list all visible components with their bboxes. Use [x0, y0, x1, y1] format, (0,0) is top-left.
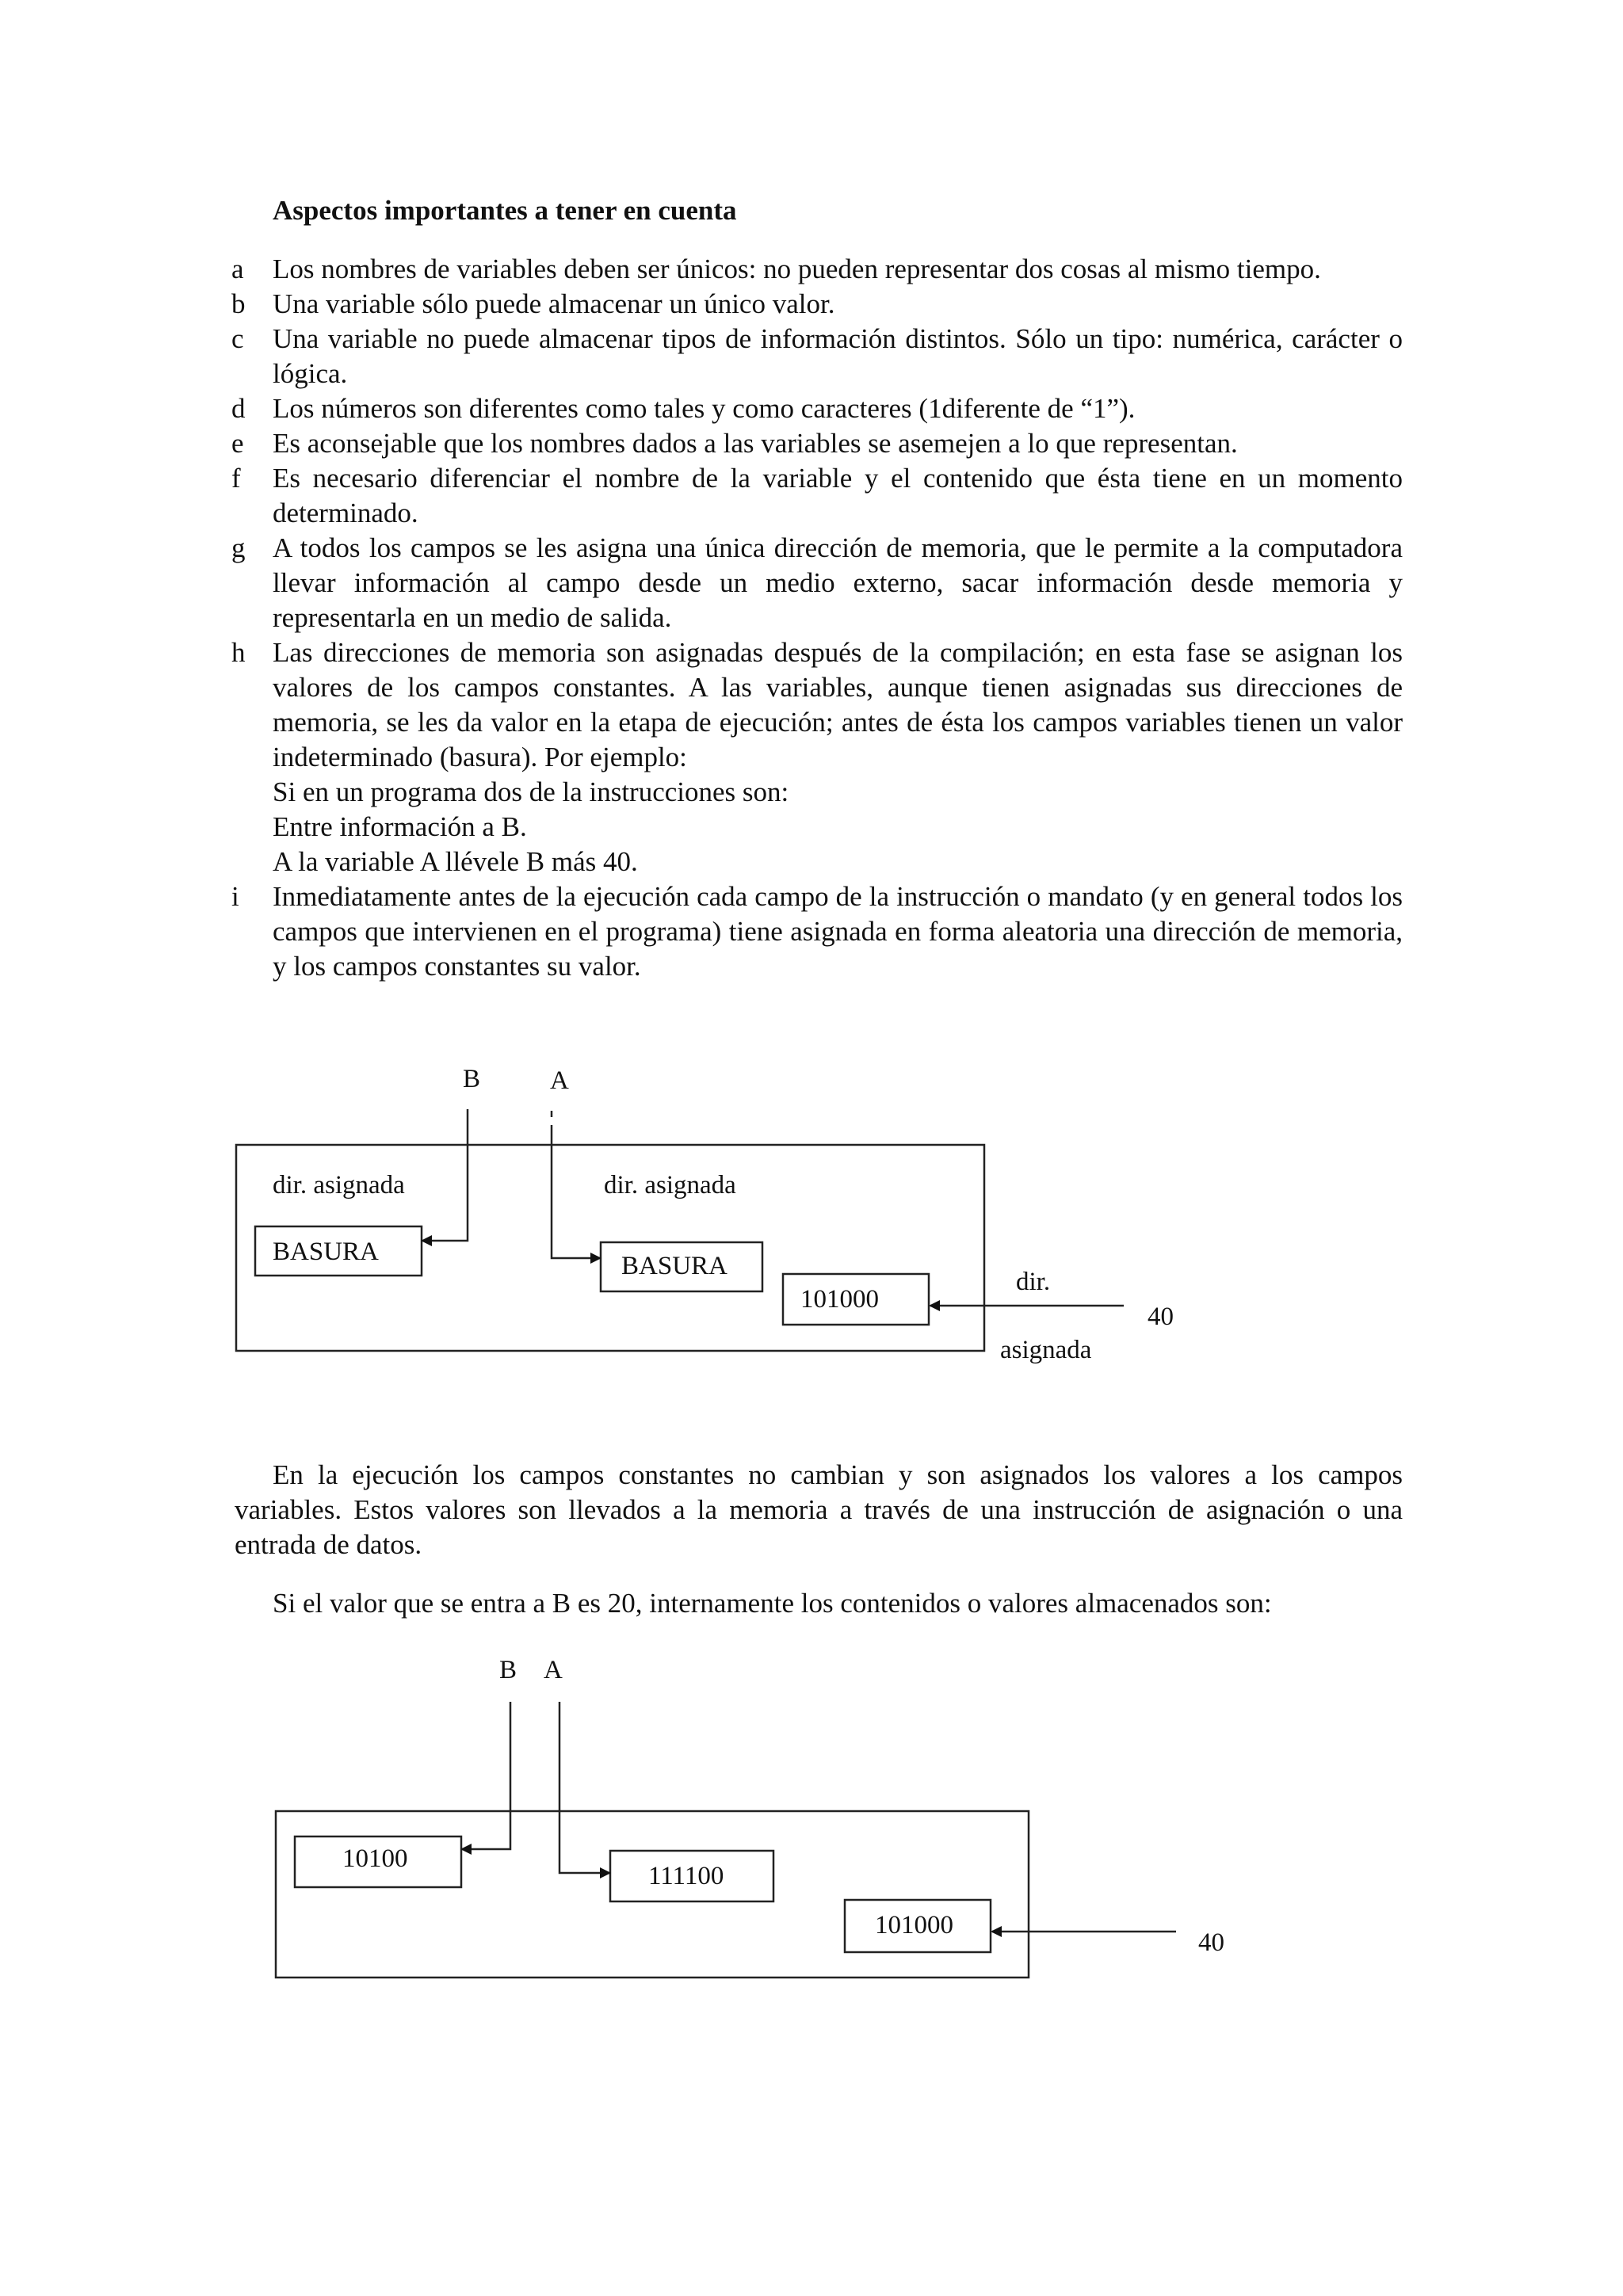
list-item-text: Inmediatamente antes de la ejecución cada campo de la instrucción o mandato (y en general todos los campos que intervienen en el programa) tiene asignada en forma aleatoria una dirección de memoria, y los campos constantes su valor. — [273, 881, 1403, 982]
dir-label-a: dir. asignada — [604, 1171, 736, 1199]
paragraph-execution: En la ejecución los campos constantes no cambian y son asignados los valores a los campos variables. Estos valores son llevados a la memoria a través de una instrucción de asignación o una entrada de datos. — [235, 1459, 1403, 1560]
list-item-text: Los nombres de variables deben ser únicos: no pueden representar dos cosas al mismo tiempo. — [273, 254, 1321, 284]
example-line: A la variable A llévele B más 40. — [273, 846, 638, 877]
list-letter: g — [231, 532, 246, 563]
pointer-arrow-a — [559, 1702, 609, 1873]
cell-const-value: 101000 — [875, 1911, 953, 1939]
list-letter: c — [231, 323, 244, 354]
const-value: 40 — [1198, 1928, 1224, 1957]
example-line: Entre información a B. — [273, 811, 527, 842]
cell-b-value: BASURA — [273, 1238, 379, 1266]
list-item-text: Los números son diferentes como tales y como caracteres (1diferente de “1”). — [273, 393, 1136, 424]
list-item-text: Una variable sólo puede almacenar un único valor. — [273, 288, 835, 319]
list-letter: h — [231, 637, 246, 668]
list-item — [228, 461, 1403, 531]
list-letter: e — [231, 428, 244, 459]
list-item — [228, 252, 1403, 287]
list-item — [228, 531, 1403, 635]
cell-a-value: 111100 — [648, 1862, 724, 1890]
cell-b-value: 10100 — [342, 1844, 408, 1873]
memory-diagram-before — [0, 1046, 1623, 1379]
aspects-list — [228, 252, 1403, 984]
list-letter: a — [231, 254, 244, 284]
example-line: Si en un programa dos de la instrucciones son: — [273, 776, 789, 807]
list-item — [228, 635, 1403, 879]
const-value: 40 — [1148, 1302, 1174, 1331]
memory-diagram-after — [0, 1648, 1623, 1997]
dir-label-const-2: asignada — [1000, 1336, 1092, 1364]
list-letter: b — [231, 288, 246, 319]
dir-label-const: dir. — [1016, 1268, 1051, 1296]
list-item-text: Es necesario diferenciar el nombre de la variable y el contenido que ésta tiene en un momento determinado. — [273, 463, 1403, 528]
list-item — [228, 426, 1403, 461]
label-b: B — [463, 1065, 481, 1093]
list-item-text: Una variable no puede almacenar tipos de información distintos. Sólo un tipo: numérica, carácter o lógica. — [273, 323, 1403, 389]
dir-label-b: dir. asignada — [273, 1171, 405, 1199]
label-b: B — [499, 1656, 517, 1684]
cell-const-value: 101000 — [800, 1285, 879, 1314]
list-item — [228, 879, 1403, 984]
paragraph-example: Si el valor que se entra a B es 20, internamente los contenidos o valores almacenados son: — [273, 1588, 1272, 1619]
list-item — [228, 322, 1403, 391]
list-item — [228, 287, 1403, 322]
label-a: A — [544, 1656, 563, 1684]
cell-a-value: BASURA — [621, 1252, 727, 1280]
pointer-arrow-b — [422, 1109, 468, 1241]
list-item-text: A todos los campos se les asigna una única dirección de memoria, que le permite a la computadora llevar información al campo desde un medio externo, sacar información desde memoria y representarla en un medio de salida. — [273, 532, 1403, 633]
pointer-arrow-b — [462, 1702, 510, 1849]
list-item-text: Las direcciones de memoria son asignadas después de la compilación; en esta fase se asignan los valores de los campos constantes. A las variables, aunque tienen asignadas sus direcciones de memoria, se les da valor en la etapa de ejecución; antes de ésta los campos variables tienen un valor indeterminado (basura). Por ejemplo: — [273, 637, 1403, 772]
list-letter: d — [231, 393, 246, 424]
label-a: A — [550, 1066, 569, 1095]
list-letter: i — [231, 881, 239, 912]
list-letter: f — [231, 463, 241, 494]
list-item — [228, 391, 1403, 426]
list-item-text: Es aconsejable que los nombres dados a las variables se asemejen a lo que representan. — [273, 428, 1238, 459]
section-heading: Aspectos importantes a tener en cuenta — [273, 195, 737, 226]
